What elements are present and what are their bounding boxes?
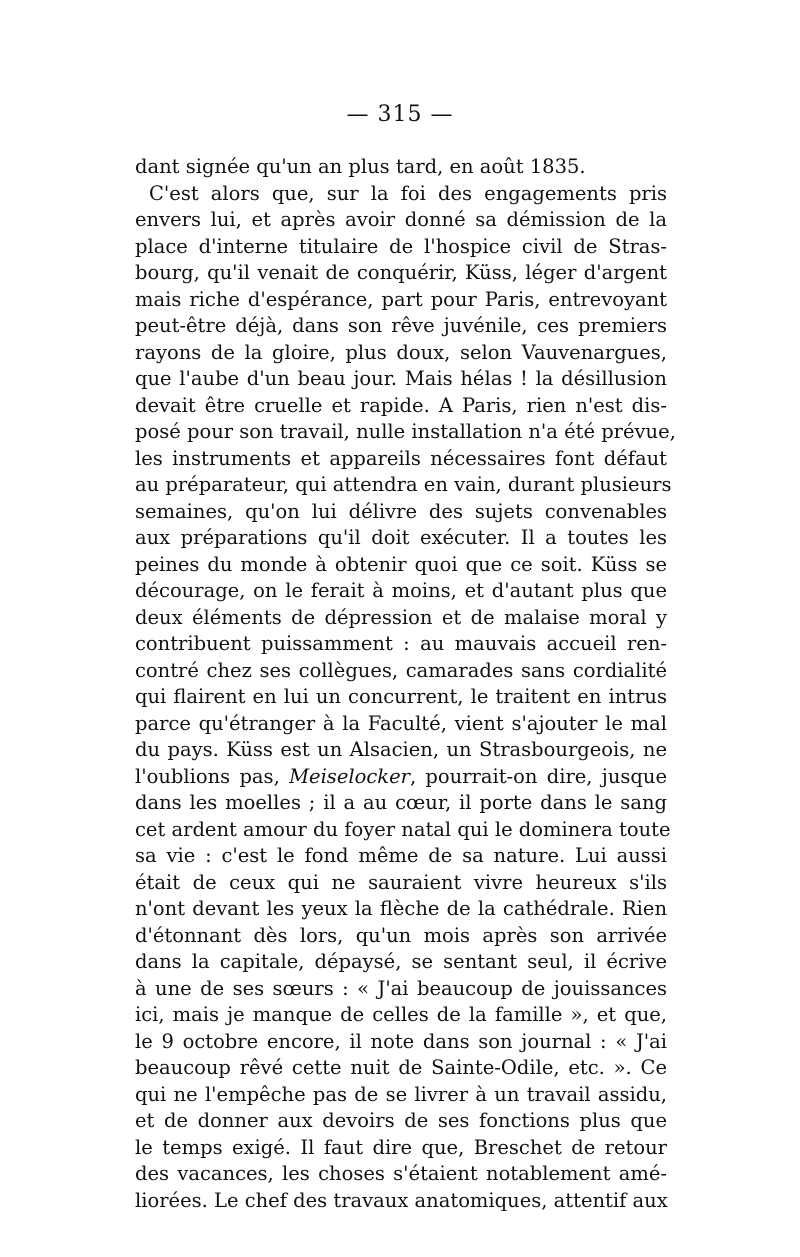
text-line: liorées. Le chef des travaux anatomiques, attentif aux	[135, 1188, 668, 1212]
text-line: parce qu'étranger à la Faculté, vient s'ajouter le mal	[135, 711, 667, 735]
text-line: que l'aube d'un beau jour. Mais hélas ! la désillusion	[135, 367, 667, 390]
text-line: contribuent puissamment : au mauvais accueil ren-	[135, 632, 667, 655]
text-line: les instruments et appareils nécessaires font défaut	[135, 446, 667, 470]
text-line: mais riche d'espérance, part pour Paris, entrevoyant	[135, 287, 667, 311]
text-line: peut-être déjà, dans son rêve juvénile, ces premiers	[135, 314, 667, 337]
text-line: des vacances, les choses s'étaient notablement amé-	[135, 1162, 667, 1185]
italic-word: Meiselocker	[289, 764, 410, 788]
text-line: l'oublions pas, Meiselocker, pourrait-on dire, jusque	[135, 764, 667, 788]
text-line: d'étonnant dès lors, qu'un mois après son arrivée	[135, 923, 667, 947]
text-line: beaucoup rêvé cette nuit de Sainte-Odile, etc. ». Ce	[135, 1056, 667, 1079]
text-line: décourage, on le ferait à moins, et d'autant plus que	[135, 579, 667, 602]
text-line: n'ont devant les yeux la flèche de la cathédrale. Rien	[135, 897, 667, 920]
text-line: était de ceux qui ne sauraient vivre heureux s'ils	[135, 870, 667, 894]
text-line: dans les moelles ; il a au cœur, il porte dans le sang	[135, 791, 667, 814]
text-line: sa vie : c'est le fond même de sa nature. Lui aussi	[135, 844, 667, 867]
text-line: deux éléments de dépression et de malaise moral y	[135, 605, 667, 629]
text-line: le 9 octobre encore, il note dans son journal : « J'ai	[135, 1029, 667, 1053]
text-line: qui ne l'empêche pas de se livrer à un travail assidu,	[135, 1082, 667, 1106]
text-line: du pays. Küss est un Alsacien, un Strasbourgeois, ne	[135, 738, 667, 761]
text-line: dant signée qu'un an plus tard, en août 1835.	[135, 155, 586, 178]
text-line: dans la capitale, dépaysé, se sentant seul, il écrive	[135, 950, 667, 973]
text-line: rayons de la gloire, plus doux, selon Vauvenargues,	[135, 340, 667, 364]
text-line: posé pour son travail, nulle installation n'a été prévue,	[135, 420, 676, 443]
text-line: au préparateur, qui attendra en vain, durant plusieurs	[135, 473, 672, 496]
text-line: contré chez ses collègues, camarades sans cordialité	[135, 658, 667, 682]
text-line: place d'interne titulaire de l'hospice civil de Stras-	[135, 234, 667, 258]
text-line: à une de ses sœurs : « J'ai beaucoup de jouissances	[135, 976, 667, 1000]
text-line: envers lui, et après avoir donné sa démission de la	[135, 208, 667, 231]
text-line: peines du monde à obtenir quoi que ce soit. Küss se	[135, 552, 667, 576]
text-line: semaines, qu'on lui délivre des sujets convenables	[135, 499, 667, 523]
text-line: aux préparations qu'il doit exécuter. Il a toutes les	[135, 526, 667, 549]
text-line: qui flairent en lui un concurrent, le traitent en intrus	[135, 685, 667, 708]
text-line: devait être cruelle et rapide. A Paris, rien n'est dis-	[135, 393, 667, 417]
page-number: — 315 —	[346, 102, 454, 127]
body-text	[135, 154, 676, 1214]
text-line: et de donner aux devoirs de ses fonctions plus que	[135, 1109, 667, 1132]
text-line: cet ardent amour du foyer natal qui le dominera toute	[135, 817, 671, 841]
text-line: ici, mais je manque de celles de la famille », et que,	[135, 1003, 667, 1026]
text-line: C'est alors que, sur la foi des engagements pris	[149, 181, 667, 205]
text-line: bourg, qu'il venait de conquérir, Küss, léger d'argent	[135, 261, 667, 284]
text-line: le temps exigé. Il faut dire que, Breschet de retour	[135, 1135, 667, 1159]
